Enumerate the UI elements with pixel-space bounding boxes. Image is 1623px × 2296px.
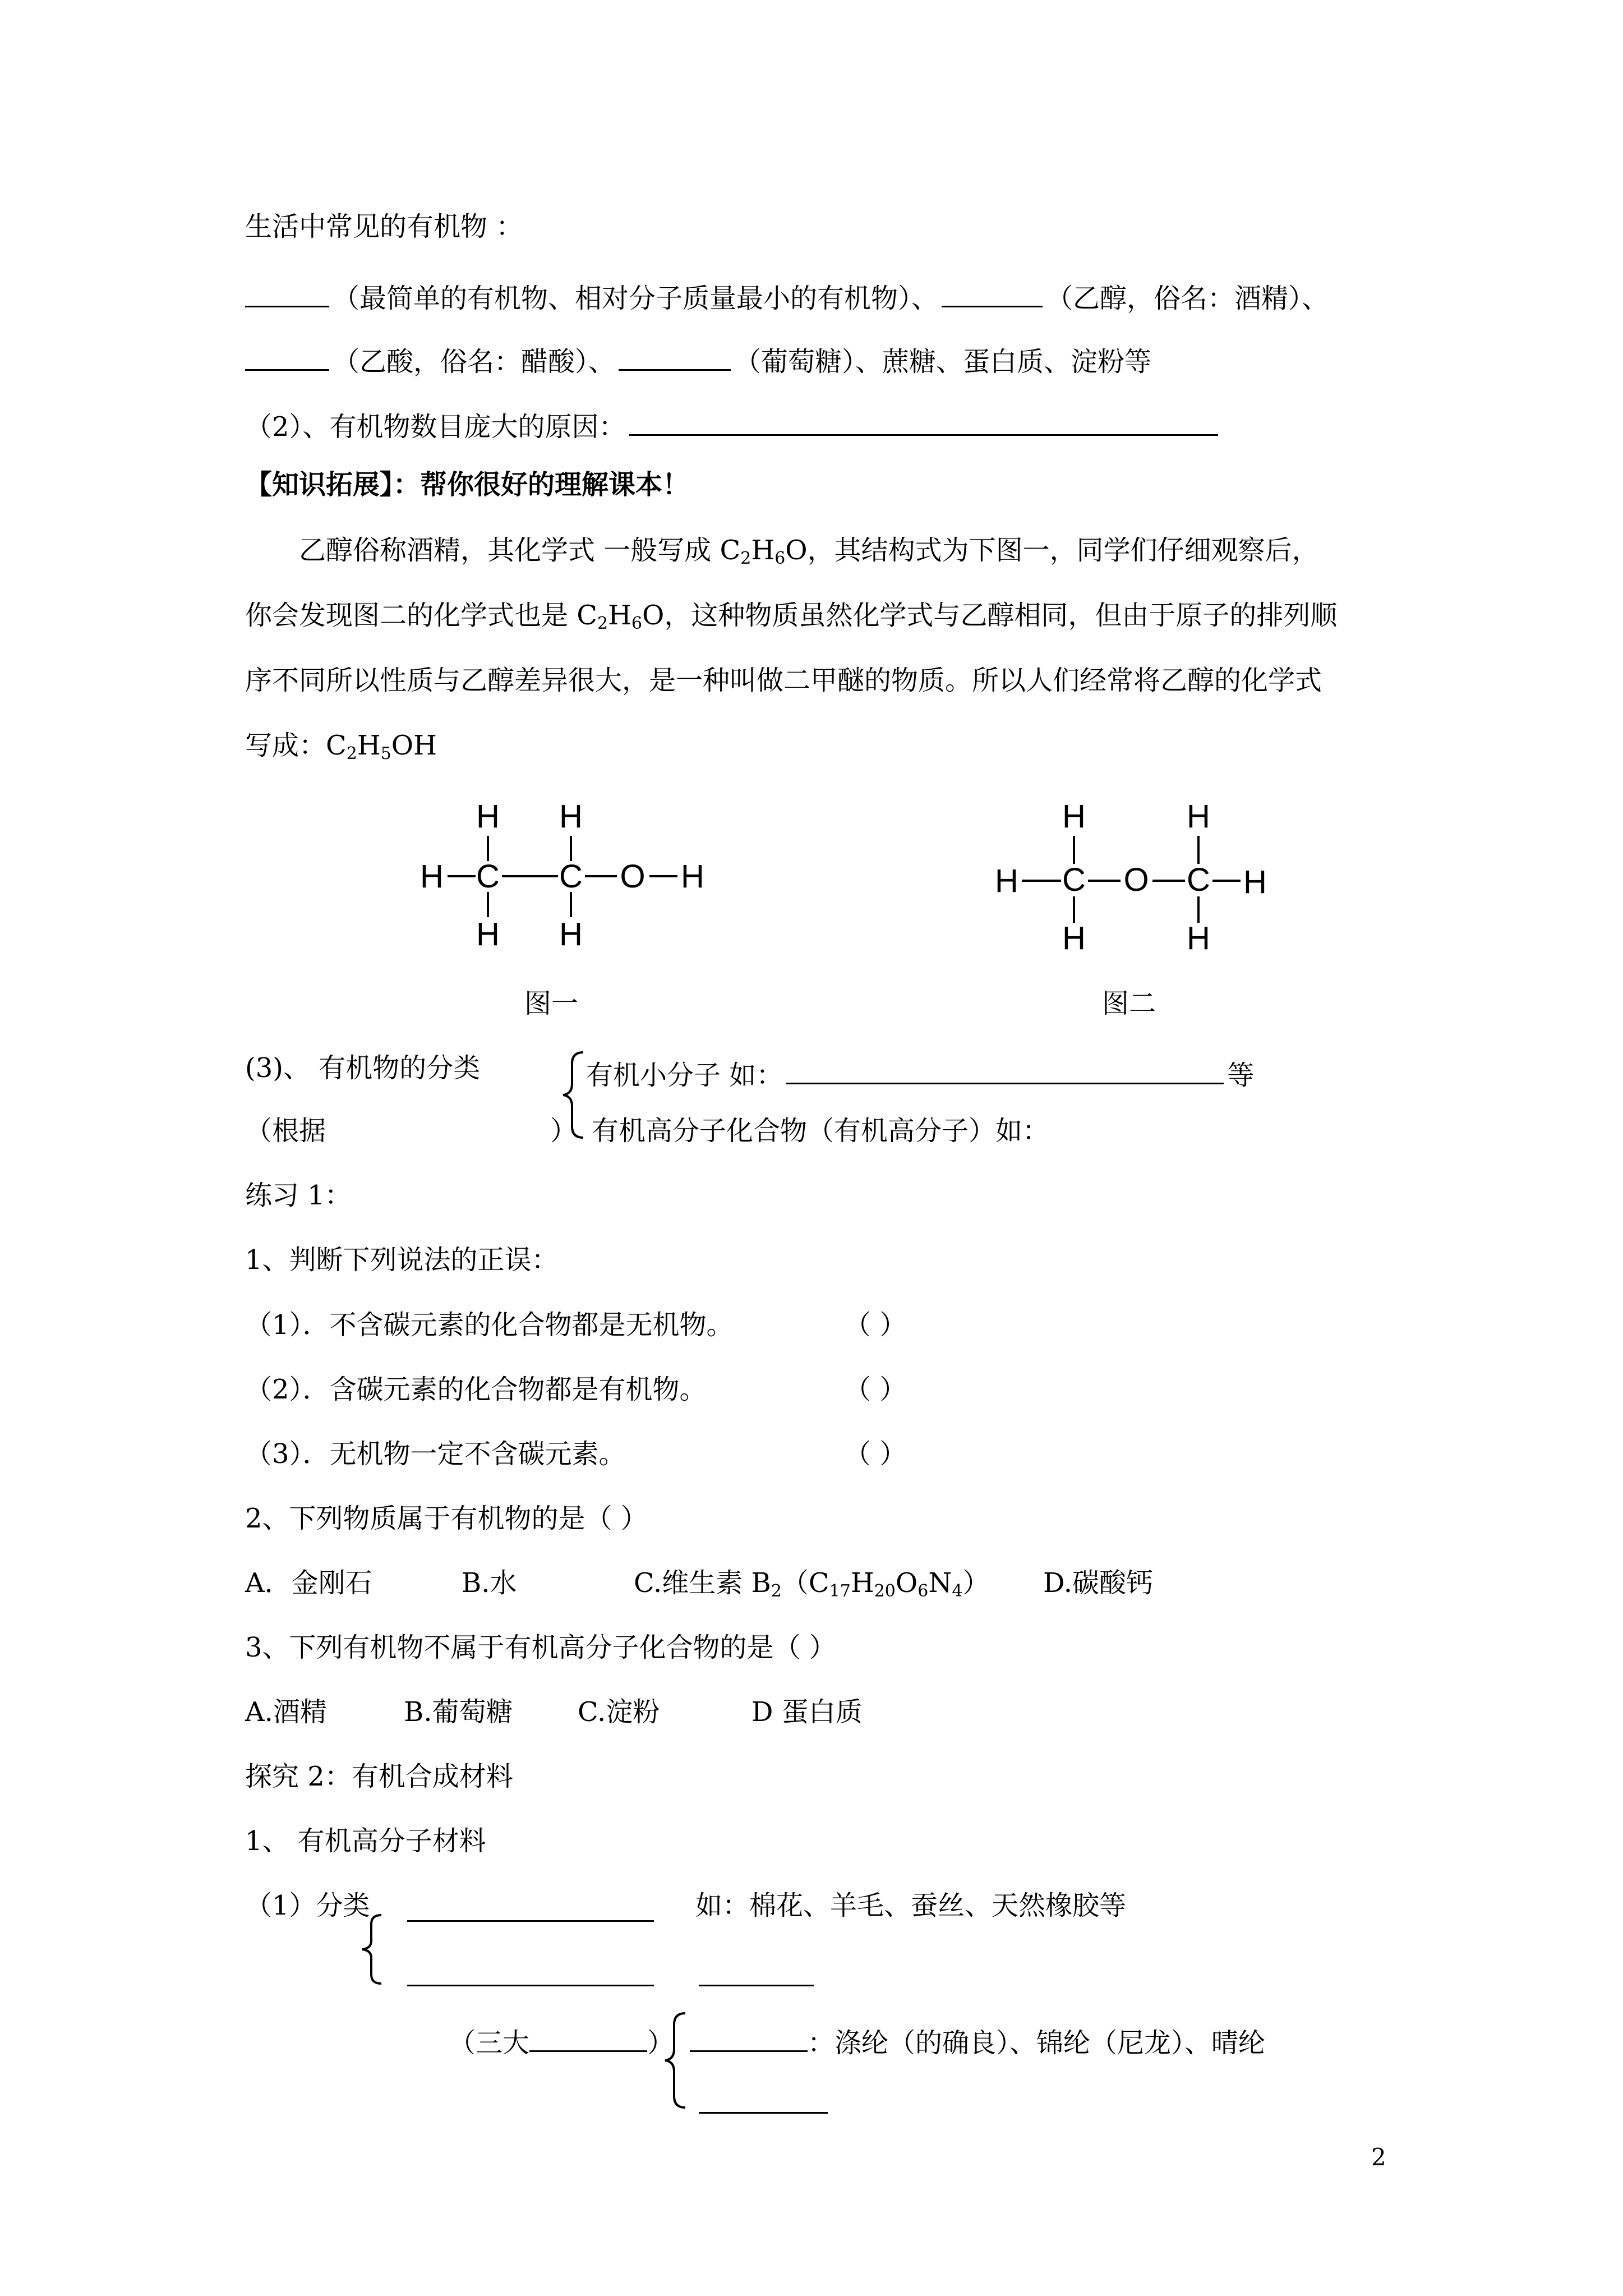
explore-2-s1: 1、 有机高分子材料	[245, 1825, 486, 1857]
answer-paren[interactable]: （ ）	[844, 1309, 907, 1341]
three-big-label: （三大 ）	[449, 2022, 674, 2056]
blank-ethanol[interactable]	[942, 278, 1043, 307]
answer-paren[interactable]: （ ）	[844, 1374, 907, 1405]
para-line-1: 乙醇俗称酒精，其化学式 一般写成 $C_2H_6O$，其结构式为下图一，同学们仔细观察后，	[299, 535, 1319, 568]
atom-c: C	[476, 858, 500, 895]
q2-option-d[interactable]: D.碳酸钙	[1043, 1567, 1154, 1599]
atom-h: H	[681, 858, 704, 895]
exercise-1-q1-2: （2）．含碳元素的化合物都是有机物。	[245, 1374, 707, 1405]
answer-paren[interactable]: （ ）	[844, 1438, 907, 1470]
exercise-1-q3: 3、下列有机物不属于有机高分子化合物的是（ ）	[245, 1632, 836, 1663]
line-methane-ethanol	[245, 278, 1329, 312]
atom-h: H	[559, 916, 583, 953]
atom-c: C	[559, 858, 583, 895]
figure-2-caption: 图二	[1102, 988, 1156, 1019]
atom-o: O	[620, 858, 645, 895]
brace-icon	[662, 2011, 690, 2109]
blank-synthetic-material[interactable]	[407, 1957, 654, 1986]
line-common-organics: 生活中常见的有机物 ：	[245, 211, 523, 242]
q2-option-c[interactable]: C.维生素 $B_2(C_{17}H_{20}O_6N_4)$	[634, 1567, 990, 1601]
ethanol-desc: （乙醇，俗名：酒精）、	[1046, 283, 1329, 314]
atom-h: H	[476, 798, 500, 835]
blank-acetic[interactable]	[245, 341, 329, 371]
classification-label: (3)、 有机物的分类	[245, 1052, 481, 1084]
blank-synthetic-example[interactable]	[699, 1957, 814, 1986]
q3-option-c[interactable]: C.淀粉	[578, 1696, 660, 1728]
line-reason	[245, 406, 1221, 443]
q3-option-a[interactable]: A.酒精	[245, 1696, 327, 1728]
blank-methane[interactable]	[245, 278, 329, 307]
classification-large: 有机高分子化合物（有机高分子）如：	[592, 1115, 1050, 1147]
methane-desc: （最简单的有机物、相对分子质量最小的有机物）、	[333, 283, 939, 314]
classification-small: 有机小分子 如： 等	[586, 1055, 1254, 1089]
acetic-desc: （乙酸，俗名：醋酸）、	[333, 346, 616, 378]
exercise-1-q1-1: （1）．不含碳元素的化合物都是无机物。	[245, 1309, 734, 1341]
atom-o: O	[1123, 862, 1149, 898]
atom-h: H	[476, 916, 500, 953]
atom-c: C	[1062, 862, 1086, 898]
para-line-3: 序不同所以性质与乙醇差异很大，是一种叫做二甲醚的物质。所以人们经常将乙醇的化学式	[245, 665, 1322, 696]
exercise-1-q1: 1、判断下列说法的正误：	[245, 1244, 559, 1276]
line-acetic-glucose	[245, 341, 1152, 378]
atom-h: H	[1187, 798, 1210, 835]
atom-h: H	[1243, 864, 1267, 900]
fiber-line: ：涤纶（的确良）、锦纶（尼龙）、晴纶	[690, 2022, 1265, 2056]
blank-three-big[interactable]	[529, 2022, 647, 2052]
blank-glucose[interactable]	[619, 341, 731, 371]
para-line-2: 你会发现图二的化学式也是 $C_2H_6O$，这种物质虽然化学式与乙醇相同，但由于原子的排列顺	[245, 600, 1338, 633]
atom-c: C	[1187, 862, 1210, 898]
atom-h: H	[420, 858, 444, 895]
reason-label: （2）、有机物数目庞大的原因：	[245, 411, 626, 443]
exercise-1-q1-3: （3）．无机物一定不含碳元素。	[245, 1438, 626, 1470]
figure-1-caption: 图一	[524, 988, 579, 1019]
classification-basis: （根据 ）	[245, 1115, 578, 1147]
brace-icon	[359, 1913, 387, 1986]
q2-option-a[interactable]: A．金刚石	[245, 1567, 372, 1599]
q3-option-d[interactable]: D 蛋白质	[751, 1696, 863, 1728]
atom-h: H	[559, 798, 583, 835]
q3-option-b[interactable]: B.葡萄糖	[404, 1696, 513, 1728]
category-example: 如：棉花、羊毛、蚕丝、天然橡胶等	[695, 1890, 1127, 1921]
exercise-1-title: 练习 1：	[245, 1180, 352, 1211]
blank-small-molecules[interactable]	[786, 1055, 1224, 1084]
ethanol-structure	[415, 791, 729, 976]
atom-h: H	[995, 863, 1018, 899]
atom-h: H	[1187, 920, 1210, 956]
blank-natural-material[interactable]	[407, 1892, 654, 1922]
exercise-1-q2: 2、下列物质属于有机物的是（ ）	[245, 1503, 648, 1534]
atom-h: H	[1062, 920, 1086, 956]
para-line-4: 写成：$C_2H_5OH$	[245, 730, 437, 763]
line-knowledge-ext: 【知识拓展】：帮你很好的理解课本！	[245, 469, 690, 500]
atom-h: H	[1062, 798, 1086, 835]
page-number: 2	[1371, 2143, 1386, 2171]
q2-option-b[interactable]: B.水	[462, 1567, 517, 1599]
blank-second-type[interactable]	[699, 2084, 828, 2114]
blank-reason[interactable]	[629, 406, 1218, 436]
glucose-desc: （葡萄糖）、蔗糖、蛋白质、淀粉等	[734, 346, 1152, 378]
explore-2-title: 探究 2：有机合成材料	[245, 1761, 513, 1792]
blank-fiber[interactable]	[690, 2022, 808, 2052]
dimethyl-ether-structure	[976, 791, 1290, 976]
category-label: （1）分类	[245, 1890, 370, 1921]
